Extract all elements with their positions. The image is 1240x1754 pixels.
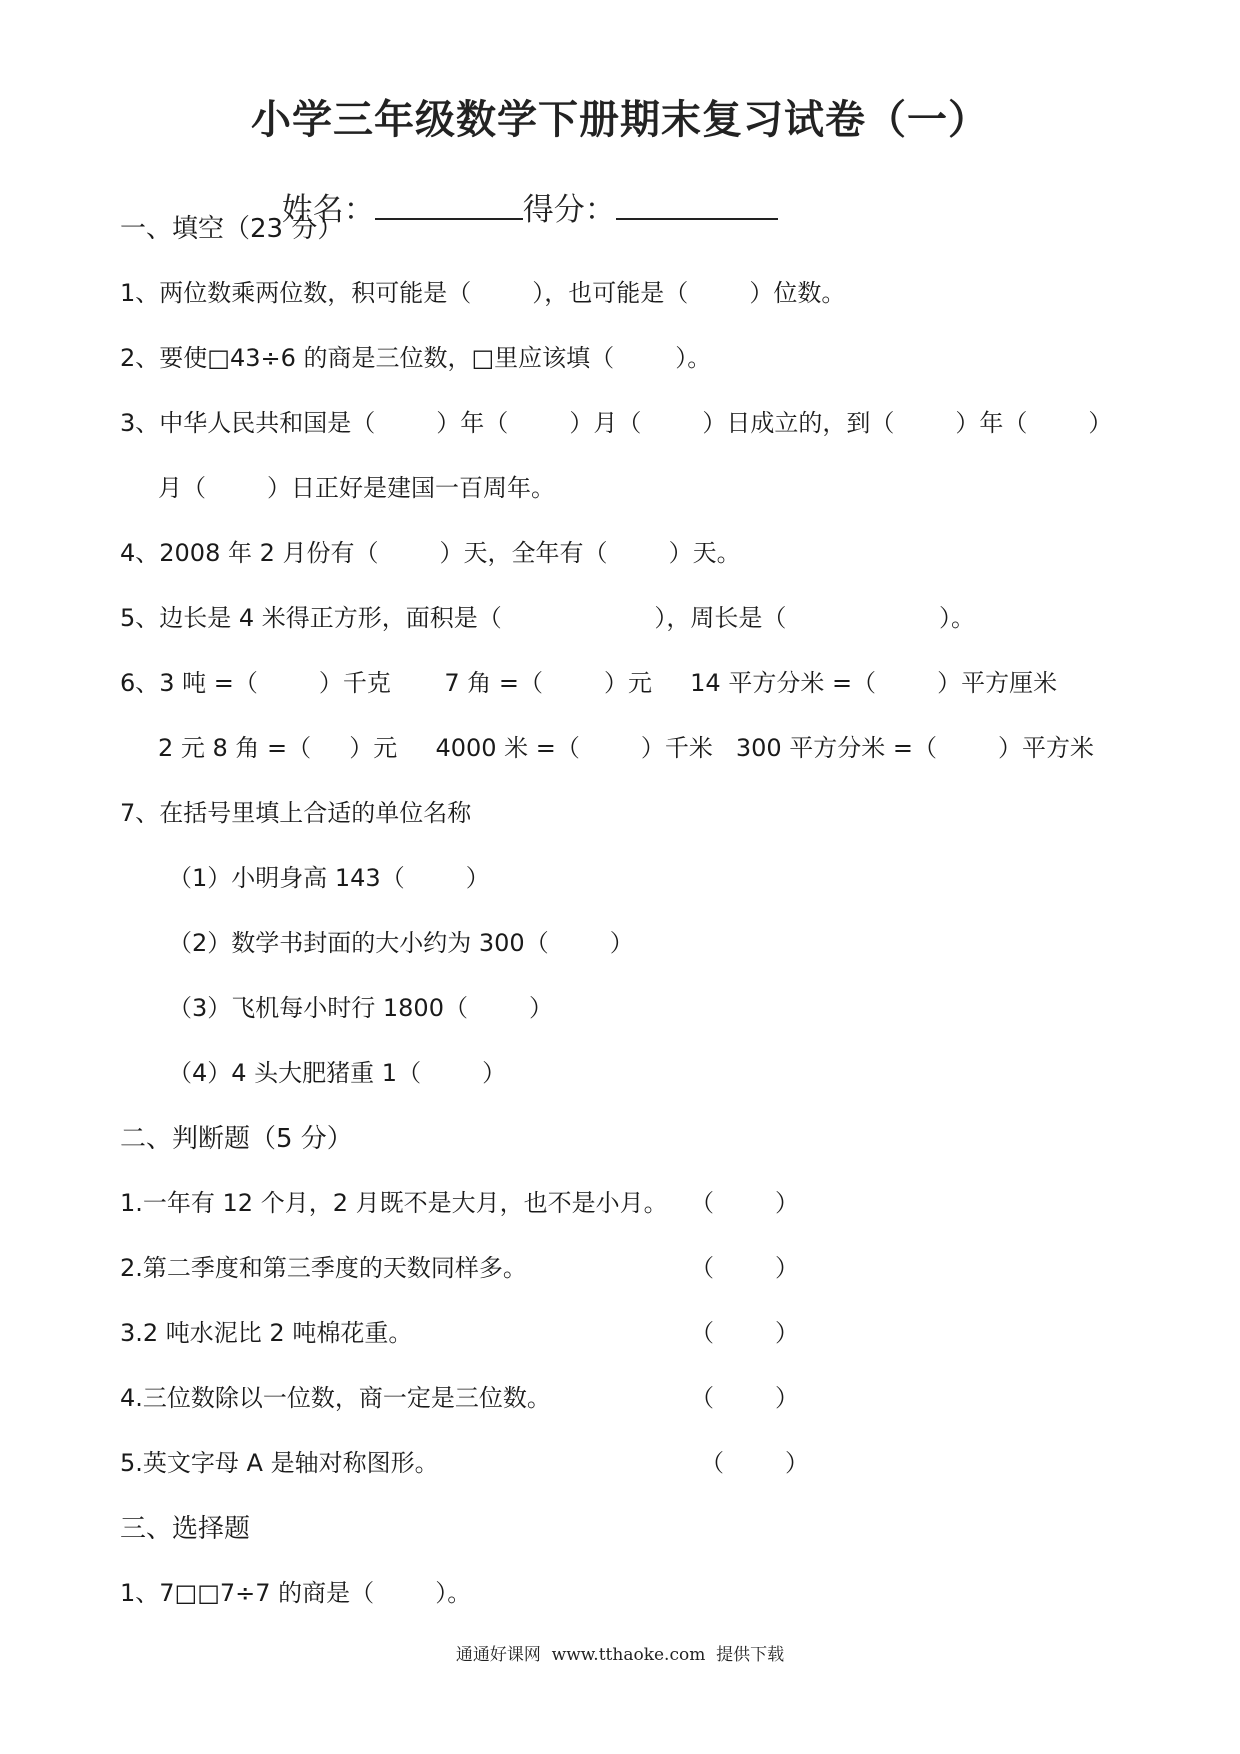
name-label: 姓名：: [281, 192, 375, 228]
question-1-7-3: （3）飞机每小时行 1800（ ）: [168, 994, 554, 1022]
question-1-3b: 月（ ）日正好是建国一百周年。: [158, 474, 556, 502]
footer-credit: 通通好课网 www.tthaoke.com 提供下载: [455, 1645, 785, 1665]
name-blank[interactable]: [375, 188, 523, 220]
question-1-7: 7、在括号里填上合适的单位名称: [120, 799, 472, 827]
judge-bracket-4[interactable]: （ ）: [690, 1384, 800, 1412]
judge-item-1: 1.一年有 12 个月，2 月既不是大月，也不是小月。: [120, 1189, 668, 1217]
question-1-7-4: （4）4 头大肥猪重 1（ ）: [168, 1059, 507, 1087]
judge-bracket-3[interactable]: （ ）: [690, 1319, 800, 1347]
score-label: 得分：: [522, 192, 616, 228]
judge-bracket-5[interactable]: （ ）: [700, 1449, 810, 1477]
section2-heading: 二、判断题（5 分）: [120, 1124, 353, 1154]
score-blank[interactable]: [616, 188, 778, 220]
question-1-7-1: （1）小明身高 143（ ）: [168, 864, 490, 892]
question-1-3a: 3、中华人民共和国是（ ）年（ ）月（ ）日成立的，到（ ）年（ ）: [120, 409, 1113, 437]
judge-item-3: 3.2 吨水泥比 2 吨棉花重。: [120, 1319, 413, 1347]
judge-bracket-1[interactable]: （ ）: [690, 1189, 800, 1217]
question-1-5: 5、边长是 4 米得正方形，面积是（ ），周长是（ ）。: [120, 604, 975, 632]
question-1-4: 4、2008 年 2 月份有（ ）天，全年有（ ）天。: [120, 539, 741, 567]
exam-title: 小学三年级数学下册期末复习试卷（一）: [251, 96, 989, 143]
question-1-1: 1、两位数乘两位数，积可能是（ ），也可能是（ ）位数。: [120, 279, 846, 307]
judge-item-4: 4.三位数除以一位数，商一定是三位数。: [120, 1384, 551, 1412]
question-1-2: 2、要使□43÷6 的商是三位数，□里应该填（ ）。: [120, 344, 712, 372]
judge-bracket-2[interactable]: （ ）: [690, 1254, 800, 1282]
question-1-6b: 2 元 8 角 =（ ）元 4000 米 =（ ）千米 300 平方分米 =（ ）平方米: [158, 734, 1095, 762]
judge-item-2: 2.第二季度和第三季度的天数同样多。: [120, 1254, 527, 1282]
question-1-7-2: （2）数学书封面的大小约为 300（ ）: [168, 929, 634, 957]
question-1-6a: 6、3 吨 =（ ）千克 7 角 =（ ）元 14 平方分米 =（ ）平方厘米: [120, 669, 1058, 697]
judge-item-5: 5.英文字母 A 是轴对称图形。: [120, 1449, 439, 1477]
section1-heading: 一、填空（23 分）: [120, 214, 344, 244]
section3-heading: 三、选择题: [120, 1514, 251, 1544]
choice-question-1: 1、7□□7÷7 的商是（ ）。: [120, 1579, 472, 1607]
